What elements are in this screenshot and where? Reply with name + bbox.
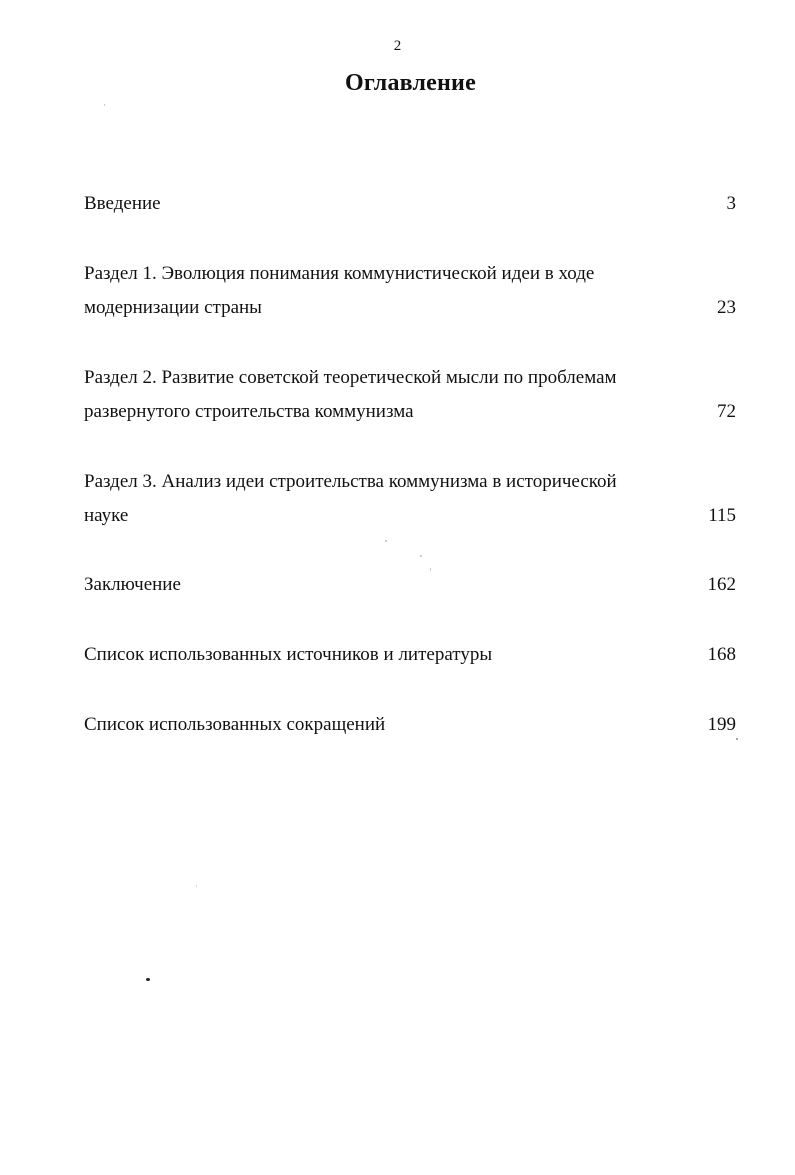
toc-entry-title-line: развернутого строительства коммунизма	[84, 401, 414, 422]
toc-entry-row	[84, 395, 736, 429]
toc-entry-introduction	[84, 187, 736, 221]
scan-speck	[430, 568, 431, 571]
scan-speck	[420, 555, 422, 557]
toc-entry-title: Список использованных сокращений	[84, 714, 386, 735]
scan-speck	[104, 104, 105, 106]
toc-entry-row	[84, 187, 736, 221]
toc-entry-title-line: Раздел 3. Анализ идеи строительства коммунизма в исторической	[84, 471, 617, 492]
toc-entry-section-1	[84, 257, 736, 325]
toc-entry-title-line: Раздел 2. Развитие советской теоретической мысли по проблемам	[84, 367, 617, 388]
toc-entry-section-3	[84, 465, 736, 533]
toc-entry-title: Введение	[84, 193, 161, 214]
toc-entry-row	[84, 499, 736, 533]
page-title: Оглавление	[345, 70, 476, 96]
toc-entry-title-line: Раздел 1. Эволюция понимания коммунистической идеи в ходе	[84, 263, 595, 284]
toc-entry-abbreviations	[84, 708, 736, 742]
toc-entry-page: 23	[717, 297, 736, 318]
toc-entry-page: 3	[726, 193, 736, 214]
toc-entry-section-2	[84, 361, 736, 429]
toc-entry-row	[84, 568, 736, 602]
toc-entry-title-line: модернизации страны	[84, 297, 262, 318]
toc-entry-row	[84, 638, 736, 672]
page-number: 2	[393, 38, 402, 54]
toc-entry-title: Заключение	[84, 574, 181, 595]
toc-entry-row	[84, 291, 736, 325]
scan-speck	[146, 978, 150, 981]
toc-entry-title: Список использованных источников и литературы	[84, 644, 493, 665]
toc-entry-page: 115	[708, 505, 736, 526]
scan-speck	[196, 885, 197, 887]
toc-entry-row	[84, 708, 736, 742]
scan-speck	[736, 738, 738, 740]
toc-entry-page: 168	[707, 644, 736, 665]
toc-entry-page: 199	[707, 714, 736, 735]
toc-entry-title-line: науке	[84, 505, 129, 526]
toc-entry-page: 72	[717, 401, 736, 422]
toc-entry-sources	[84, 638, 736, 672]
toc-entry-conclusion	[84, 568, 736, 602]
toc-entry-page: 162	[707, 574, 736, 595]
scan-speck	[385, 540, 387, 542]
